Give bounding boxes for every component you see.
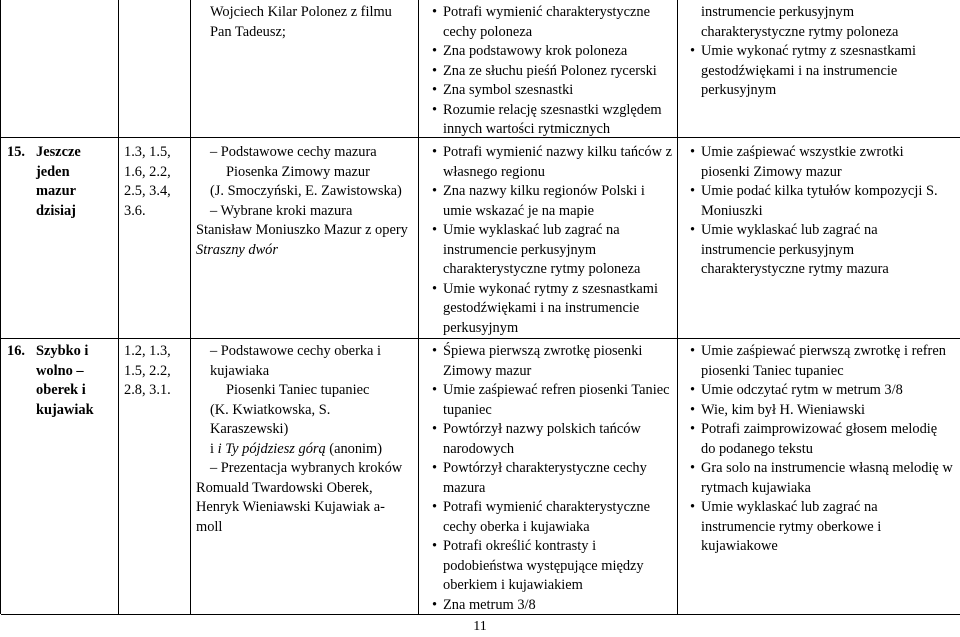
list-item: • Wie, kim był H. Wieniawski xyxy=(683,401,955,421)
list-item: • Potrafi wymienić charakterystyczne cechy oberka i kujawiaka xyxy=(425,498,673,537)
lesson-title: Jeszcze jeden mazur dzisiaj xyxy=(36,144,81,219)
content-line: Pan Tadeusz; xyxy=(210,23,286,40)
content-line: (J. Smoczyński, E. Zawistowska) xyxy=(210,183,402,199)
text-line: charakterystyczne rytmy poloneza xyxy=(701,23,899,40)
list-item: • Powtórzył charakterystyczne cechy mazura xyxy=(425,459,673,498)
content-line: Straszny dwór xyxy=(196,241,278,258)
carryover-content xyxy=(196,3,411,42)
lesson-skills xyxy=(425,342,673,615)
row-divider xyxy=(1,338,960,339)
lesson-content xyxy=(196,342,411,537)
content-line: Romuald Twardowski Oberek, xyxy=(196,479,373,496)
content-line: Piosenki Taniec tupaniec xyxy=(226,382,370,398)
content-line: Henryk Wieniawski Kujawiak a- xyxy=(196,499,385,515)
list-item: • Zna symbol szesnastki xyxy=(425,81,673,101)
content-line: moll xyxy=(196,518,223,535)
list-item: • Rozumie relację szesnastki względem innych wartości rytmicznych xyxy=(425,101,673,140)
column-divider xyxy=(677,0,678,614)
curriculum-codes: 1.3, 1.5, 1.6, 2.2, 2.5, 3.4, 3.6. xyxy=(124,144,171,219)
list-item: • Śpiewa pierwszą zwrotkę piosenki Zimowy mazur xyxy=(425,342,673,381)
list-item: • Potrafi zaimprowizować głosem melodię do podanego tekstu xyxy=(683,420,955,459)
list-item: • Potrafi wymienić nazwy kilku tańców z własnego regionu xyxy=(425,143,673,182)
lesson-skills xyxy=(425,143,673,338)
list-item: • Umie podać kilka tytułów kompozycji S. Moniuszki xyxy=(683,182,955,221)
list-item: • Umie wykonać rytmy z szesnastkami gestodźwiękami i na instrumencie perkusyjnym xyxy=(683,42,955,101)
lesson-content xyxy=(196,143,411,260)
content-line: Piosenka Zimowy mazur xyxy=(226,163,370,180)
list-item: • Powtórzył nazwy polskich tańców narodowych xyxy=(425,420,673,459)
carryover-skills xyxy=(425,3,673,140)
content-line: – Podstawowe cechy mazura xyxy=(210,144,377,160)
list-item: • Umie zaśpiewać pierwszą zwrotkę i refren piosenki Taniec tupaniec xyxy=(683,342,955,381)
content-line: – Wybrane kroki mazura xyxy=(210,202,353,219)
list-item: • Zna podstawowy krok poloneza xyxy=(425,42,673,62)
content-line: – Prezentacja wybranych kroków xyxy=(210,460,403,476)
lesson-outcomes xyxy=(683,143,955,280)
list-item: • Umie wyklaskać lub zagrać na instrumencie perkusyjnym charakterystyczne rytmy mazura xyxy=(683,221,955,280)
text-line: instrumencie perkusyjnym xyxy=(701,4,855,20)
lesson-outcomes xyxy=(683,342,955,557)
column-divider xyxy=(118,0,119,614)
list-item: • Umie wyklaskać lub zagrać na instrumencie rytmy oberkowe i kujawiakowe xyxy=(683,498,955,557)
page-number: 11 xyxy=(473,619,487,634)
list-item: • Umie zaśpiewać wszystkie zwrotki piosenki Zimowy mazur xyxy=(683,143,955,182)
list-item: • Potrafi wymienić charakterystyczne cechy poloneza xyxy=(425,3,673,42)
column-divider xyxy=(418,0,419,614)
list-item: • Umie zaśpiewać refren piosenki Taniec tupaniec xyxy=(425,381,673,420)
content-line: Wojciech Kilar Polonez z filmu xyxy=(210,4,392,20)
lesson-number: 16. xyxy=(7,343,25,359)
curriculum-codes: 1.2, 1.3, 1.5, 2.2, 2.8, 3.1. xyxy=(124,343,171,398)
list-item: • Umie odczytać rytm w metrum 3/8 xyxy=(683,381,955,401)
column-divider xyxy=(190,0,191,614)
lesson-title-cell xyxy=(7,342,111,420)
list-item: • Potrafi określić kontrasty i podobieństwa występujące między oberkiem i kujawiakiem xyxy=(425,537,673,596)
content-line: (K. Kwiatkowska, S. Karaszewski) xyxy=(210,401,331,437)
carryover-outcomes xyxy=(683,3,955,101)
list-item: • Umie wyklaskać lub zagrać na instrumencie perkusyjnym charakterystyczne rytmy poloneza xyxy=(425,221,673,280)
table-border-left xyxy=(0,0,1,614)
list-item: • Umie wykonać rytmy z szesnastkami gestodźwiękami i na instrumencie perkusyjnym xyxy=(425,280,673,339)
content-line: kujawiaka xyxy=(210,362,270,379)
content-line: i i Ty pójdziesz górą (anonim) xyxy=(210,440,383,457)
lesson-number: 15. xyxy=(7,144,25,160)
content-line: – Podstawowe cechy oberka i xyxy=(210,343,382,359)
content-line: Stanisław Moniuszko Mazur z opery xyxy=(196,222,408,238)
list-item: • Zna ze słuchu pieśń Polonez rycerski xyxy=(425,62,673,82)
lesson-title-cell xyxy=(7,143,111,221)
lesson-title: Szybko i wolno – oberek i kujawiak xyxy=(36,343,94,418)
list-item: • Gra solo na instrumencie własną melodię w rytmach kujawiaka xyxy=(683,459,955,498)
list-item: • Zna metrum 3/8 xyxy=(425,596,673,616)
list-item: • Zna nazwy kilku regionów Polski i umie wskazać je na mapie xyxy=(425,182,673,221)
